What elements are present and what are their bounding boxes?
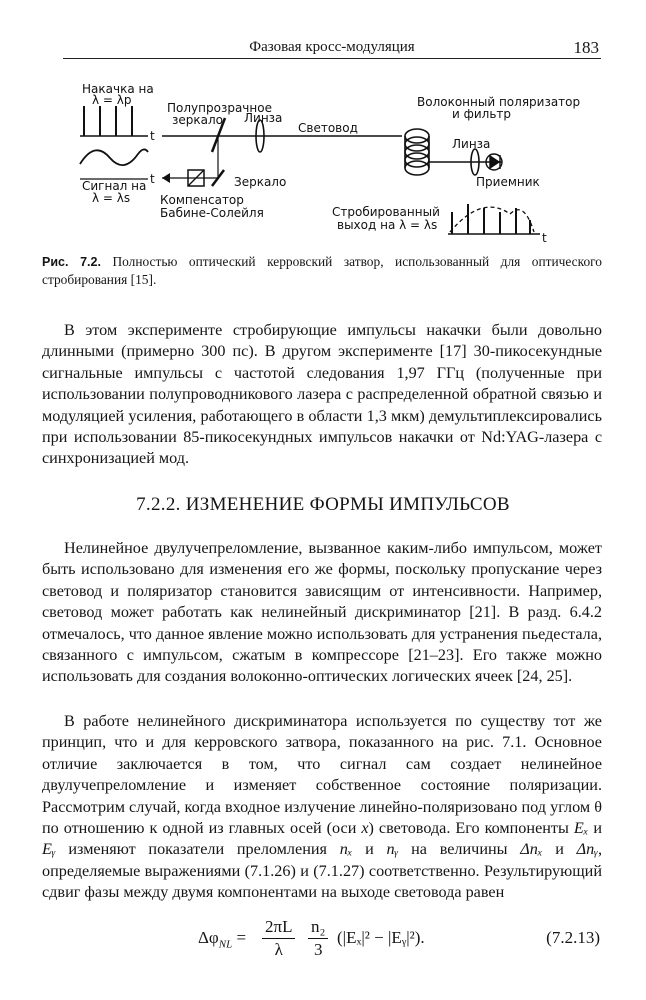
fiber-label: Световод [298,121,358,135]
paragraph-2-text: Нелинейное двулучепреломление, вызванное каким-либо импульсом, может быть использовано для изменения его же формы, поскольку пропускание через световод и поляризатор становится зависящим от интенсивности. Например, световод может работать как нелинейный дискриминатор [21]. В разд. 6.4.2 отмечалось, что данное явление можно использовать для устранения пьедестала, связанного с импульсом, сжатым в компрессоре [21–23]. Его также можно использовать для создания волоконно-оптических логических ячеек [24, 25]. [42,539,602,686]
p3-nx: nₓ [339,840,353,859]
formula-lhs [198,928,246,950]
page-number: 183 [573,38,599,57]
p3-x: x [361,819,369,838]
lens-2-label: Линза [452,137,491,151]
lens-1-label: Линза [244,111,283,125]
formula-lhs-subscript: NL [218,938,233,951]
p3-Ex: Eₓ [573,819,589,838]
pump-pulses-graph [80,106,148,136]
fiber-coil [405,129,429,175]
gated-label-line1: Стробированный [332,205,440,219]
p3-text-2: ) световода. Его компоненты [368,819,574,838]
compensator-label-line2: Бабине-Солейля [160,206,264,220]
time-axis-label-3: t [542,231,547,245]
p3-text-8: , определяемые выражениями (7.1.26) и (7.1.27) соответственно. Результирующий сдвиг фазы между двумя компонентами на выходе световода равен [42,840,602,902]
receiver-label: Приемник [476,175,540,189]
paragraph-3 [42,711,602,904]
paragraph-1 [42,320,602,470]
semi-mirror-label-line1: Полупрозрачное [167,101,272,115]
polarizer-label-line2: и фильтр [452,107,512,121]
gated-label-line2: выход на λ = λs [337,218,438,232]
p3-Ey: Eᵧ [42,840,56,859]
polarizer-label-line1: Волоконный поляризатор [417,95,581,109]
compensator-arrow [162,173,170,183]
paragraph-2 [42,538,602,688]
gated-output-graph [448,204,540,234]
formula-fraction-1 [262,916,295,961]
paragraph-1-text: В этом эксперименте стробирующие импульсы накачки были довольно длинными (примерно 300 пс). В другом эксперименте [17] 30-пикосекундные сигнальные импульсы с частотой следования 1,97 ГГц (полученные при использовании полупроводникового лазера с распределенной обратной связью и модуляцией усиления, работающего в области 1,3 мкм) демультиплексировались при использовании 85-пикосекундных импульсов накачки от Nd:YAG-лазера с синхронизацией мод. [42,321,602,468]
p3-ny: nᵧ [386,840,399,859]
caption-text: Полностью оптический керровский затвор, использованный для оптического стробирования [15]. [42,254,602,287]
p3-text-5: и [352,840,387,859]
figure-kerr-shutter [62,82,602,250]
formula-equals: = [236,928,247,947]
time-axis-label-2: t [150,172,155,186]
fraction-2-denominator: 3 [313,940,323,959]
running-head [63,38,601,59]
pump-label-line2: λ = λp [92,93,132,107]
mirror-label: Зеркало [234,175,287,189]
formula-fraction-2 [308,916,328,961]
p3-text-4: изменяют показатели преломления [55,840,340,859]
p3-text-1: В работе нелинейного дискриминатора используется по существу тот же принцип, что и для керровского затвора, показанного на рис. 7.1. Основное отличие заключается в том, что сигнал сам создает нелинейное двулучепреломление и изменяет собственное состояние поляризации. Рассмотрим случай, когда входное излучение линейно-поляризовано под углом θ по отношению к одной из главных осей (оси [42,712,602,838]
compensator-label-line1: Компенсатор [160,193,244,207]
running-head-title: Фазовая кросс-модуляция [249,39,415,55]
time-axis-label-1: t [150,129,155,143]
p3-text-3: и [588,819,602,838]
fraction-2-numerator: n₂ [308,916,328,939]
formula-tail: (|Eₓ|² − |Eᵧ|²). [337,928,425,947]
signal-label-line2: λ = λs [92,191,131,205]
p3-text-6: на величины [398,840,521,859]
p3-dnx: Δnₓ [520,840,543,859]
equation-number: (7.2.13) [546,928,600,947]
signal-waveform [80,149,148,165]
fraction-1-numerator: 2πL [262,916,295,939]
p3-dny: Δnᵧ [576,840,598,859]
p3-text-7: и [542,840,577,859]
figure-diagram [62,82,602,250]
section-heading: 7.2.2. ИЗМЕНЕНИЕ ФОРМЫ ИМПУЛЬСОВ [136,494,510,515]
semi-mirror-label-line2: зеркало [172,113,223,127]
signal-label-line1: Сигнал на [82,179,147,193]
equation-7-2-13 [180,906,600,976]
pump-label-line1: Накачка на [82,82,154,96]
figure-caption [42,253,602,289]
caption-label: Рис. 7.2. [42,255,101,269]
fraction-1-denominator: λ [274,940,283,959]
formula-lhs-symbol: Δφ [198,928,219,947]
